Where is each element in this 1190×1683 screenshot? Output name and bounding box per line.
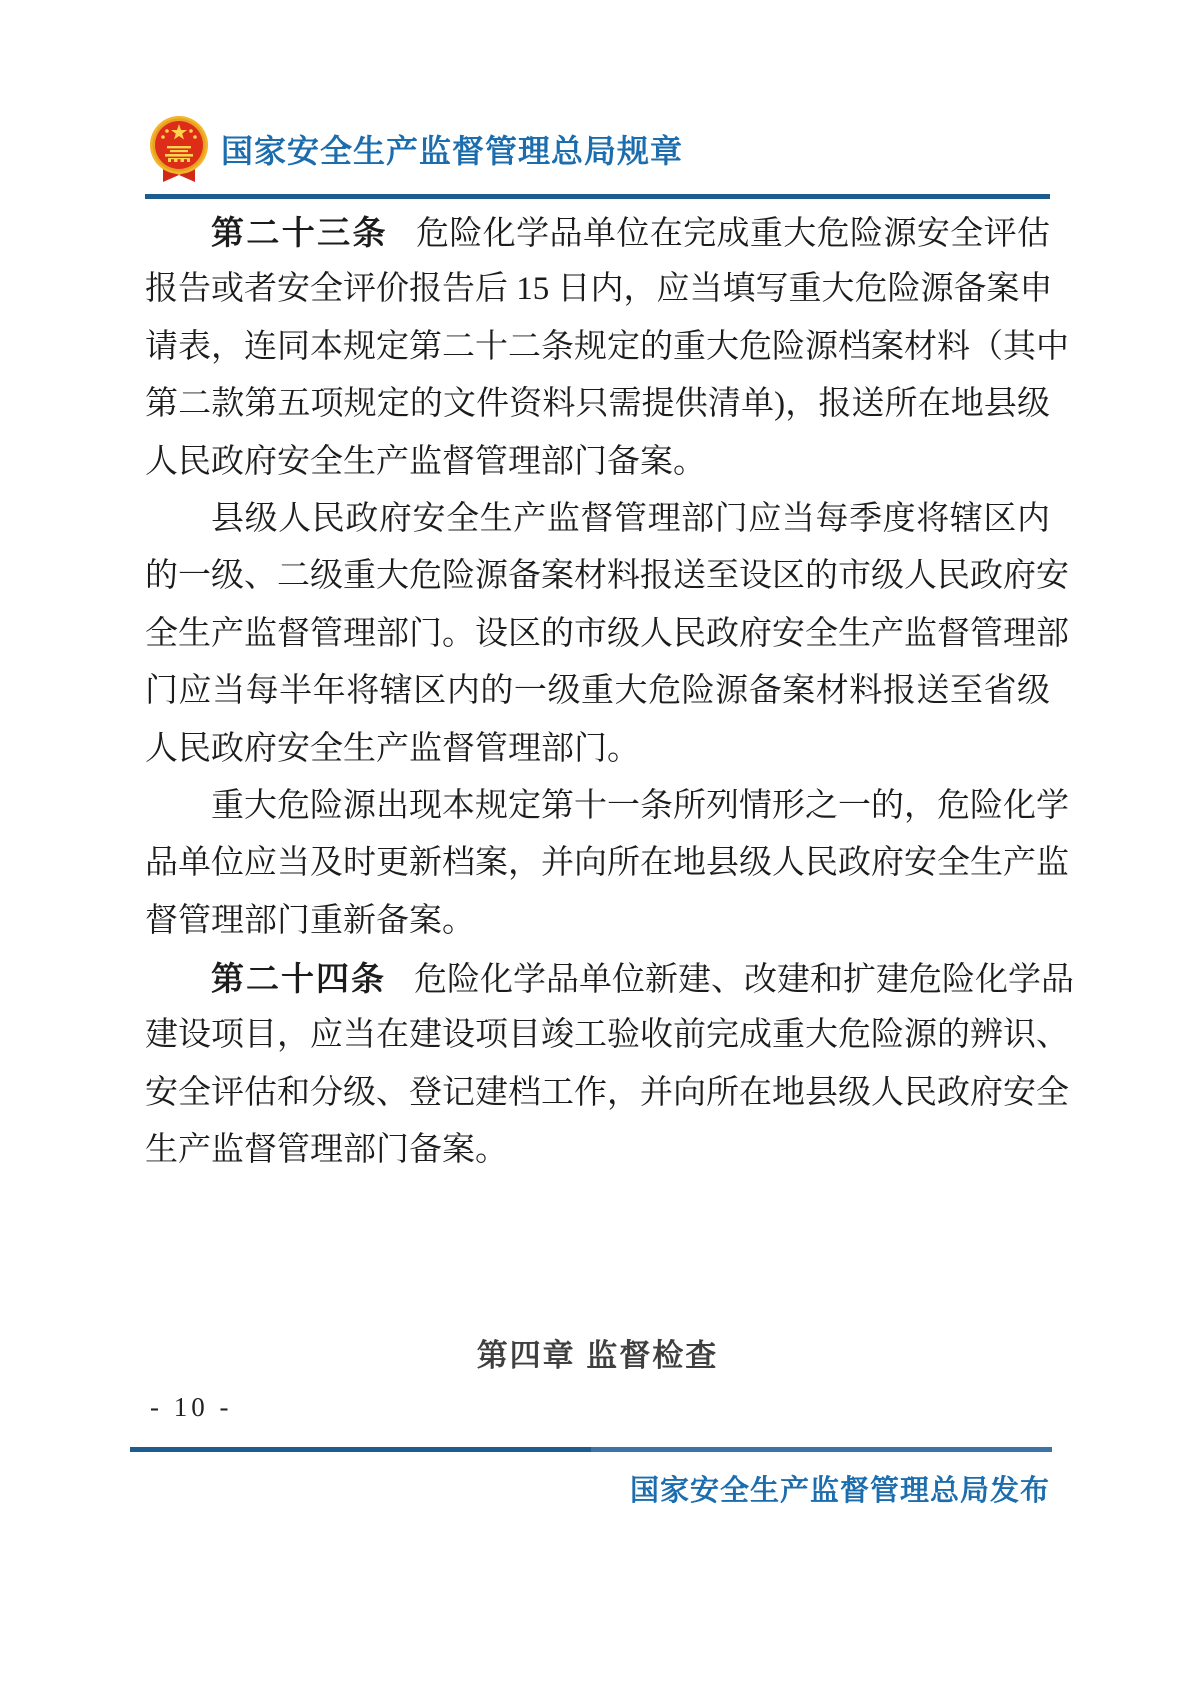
text-line-content: 危险化学品单位新建、改建和扩建危险化学品 — [414, 962, 1075, 999]
text-line: 安全评估和分级、登记建档工作，并向所在地县级人民政府安全 — [145, 1074, 1069, 1111]
text-line: 人民政府安全生产监督管理部门。 — [145, 730, 640, 767]
text-line: 报告或者安全评价报告后 15 日内，应当填写重大危险源备案申 — [145, 271, 1053, 308]
paragraph-county-filing — [145, 491, 1069, 778]
header-divider-rule — [145, 194, 1050, 199]
text-line: 人民政府安全生产监督管理部门备案。 — [145, 443, 706, 480]
text-line: 品单位应当及时更新档案，并向所在地县级人民政府安全生产监 — [145, 845, 1069, 882]
footer-divider-rule — [130, 1447, 1052, 1452]
text-line-content: 危险化学品单位在完成重大危险源安全评估 — [416, 216, 1051, 252]
text-line — [145, 204, 1050, 261]
national-emblem-icon — [147, 114, 211, 184]
document-title: 国家安全生产监督管理总局规章 — [221, 133, 684, 169]
paragraph-article-23 — [145, 204, 1069, 491]
text-line: 重大危险源出现本规定第十一条所列情形之一的，危险化学 — [211, 787, 1069, 824]
text-line: 请表，连同本规定第二十二条规定的重大危险源档案材料（其中 — [145, 328, 1069, 365]
text-line: 生产监督管理部门备案。 — [145, 1132, 508, 1169]
text-line: 督管理部门重新备案。 — [145, 902, 475, 939]
text-line: 门应当每半年将辖区内的一级重大危险源备案材料报送至省级 — [145, 673, 1050, 710]
text-line: 的一级、二级重大危险源备案材料报送至设区的市级人民政府安 — [145, 558, 1069, 595]
page-header — [147, 114, 683, 184]
paragraph-article-24 — [145, 950, 1075, 1180]
body-text — [145, 204, 1075, 1180]
text-line: 建设项目，应当在建设项目竣工验收前完成重大危险源的辨识、 — [145, 1017, 1069, 1054]
paragraph-archive-update — [145, 778, 1069, 950]
text-line: 全生产监督管理部门。设区的市级人民政府安全生产监督管理部 — [145, 615, 1069, 652]
article-24-heading: 第二十四条 — [211, 960, 386, 998]
article-23-heading: 第二十三条 — [211, 214, 388, 251]
text-line: 第二款第五项规定的文件资料只需提供清单)，报送所在地县级 — [145, 386, 1050, 423]
page-number: - 10 - — [150, 1392, 233, 1422]
text-line — [145, 950, 1075, 1007]
publisher-label: 国家安全生产监督管理总局发布 — [629, 1475, 1050, 1507]
text-line: 县级人民政府安全生产监督管理部门应当每季度将辖区内 — [211, 500, 1050, 537]
chapter-heading: 第四章 监督检查 — [476, 1338, 719, 1373]
